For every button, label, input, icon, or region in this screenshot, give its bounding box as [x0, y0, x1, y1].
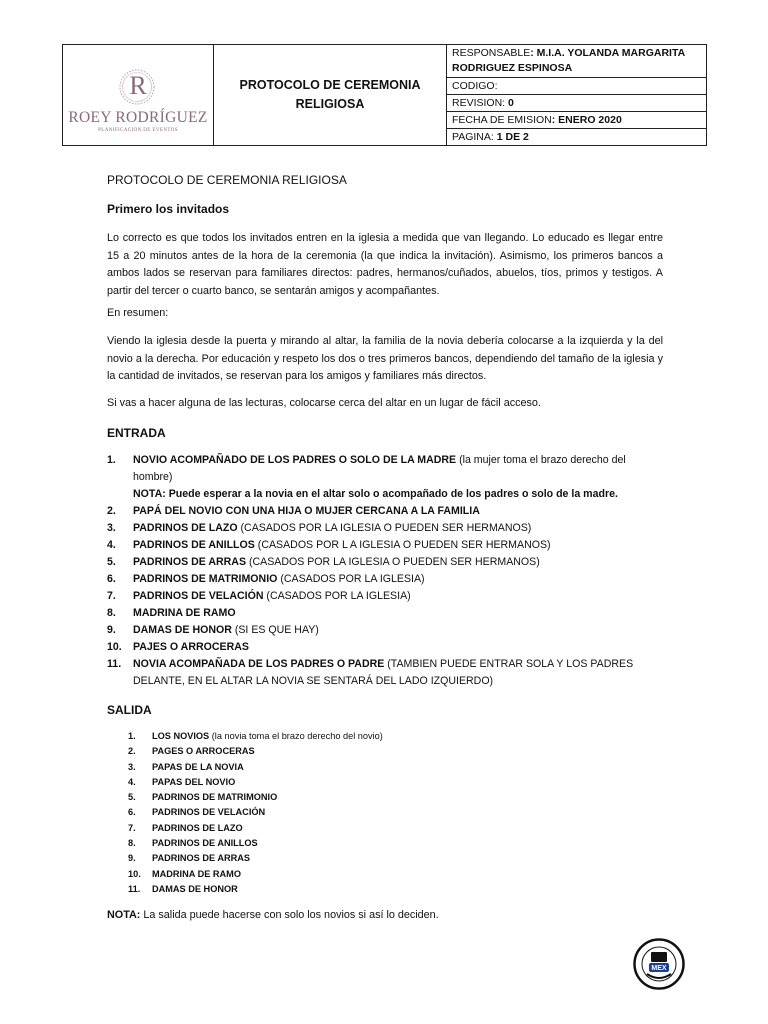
- list-item: [107, 588, 667, 605]
- section-entrada-title: ENTRADA: [107, 426, 166, 440]
- company-logo: [63, 45, 213, 145]
- salida-list: [128, 729, 648, 897]
- list-item-number: 11.: [107, 658, 122, 670]
- salida-note: NOTA: La salida puede hacerse con solo los novios si así lo deciden.: [107, 909, 439, 921]
- list-item-number: 4.: [107, 539, 116, 551]
- list-item-detail: (CASADOS POR LA IGLESIA O PUEDEN SER HERMANOS): [246, 556, 540, 568]
- list-item-number: 8.: [128, 838, 136, 849]
- list-item-detail: (la mujer toma el brazo derecho del hombre): [133, 454, 626, 483]
- list-item-title: PAPÁ DEL NOVIO CON UNA HIJA O MUJER CERCANA A LA FAMILIA: [133, 505, 480, 517]
- list-item-title: PAPAS DEL NOVIO: [152, 776, 236, 787]
- list-item-title: MADRINA DE RAMO: [152, 868, 241, 879]
- list-item-title: NOVIO ACOMPAÑADO DE LOS PADRES O SOLO DE LA MADRE: [133, 454, 457, 466]
- list-item-detail: (CASADOS POR L A IGLESIA O PUEDEN SER HERMANOS): [254, 539, 551, 551]
- list-item: [128, 790, 648, 805]
- list-item: [128, 760, 648, 775]
- entrada-list: [107, 452, 667, 690]
- list-item: [107, 656, 667, 690]
- list-item-number: 4.: [128, 776, 136, 787]
- list-item: [128, 744, 648, 759]
- list-item-title: PADRINOS DE LAZO: [133, 522, 238, 534]
- list-item: [128, 882, 648, 897]
- list-item: [107, 520, 667, 537]
- list-item: [128, 867, 648, 882]
- document-header: [62, 44, 707, 146]
- header-title: PROTOCOLO DE CEREMONIA RELIGIOSA: [214, 45, 447, 146]
- list-item-number: 1.: [107, 454, 116, 466]
- list-item-title: PADRINOS DE MATRIMONIO: [133, 573, 278, 585]
- logo-cell: [63, 45, 214, 146]
- list-item: [107, 571, 667, 588]
- list-item-title: PAGES O ARROCERAS: [152, 746, 255, 757]
- list-item: [107, 452, 667, 486]
- paragraph-resumen: En resumen:: [107, 307, 169, 319]
- list-item: [107, 537, 667, 554]
- list-item-title: NOVIA ACOMPAÑADA DE LOS PADRES O PADRE: [133, 658, 385, 670]
- logo-initial: R: [129, 71, 147, 100]
- list-item: [128, 836, 648, 851]
- list-item-number: 3.: [107, 522, 116, 534]
- list-item-number: 10.: [128, 868, 141, 879]
- list-item-number: 8.: [107, 607, 116, 619]
- list-item-title: PADRINOS DE VELACIÓN: [133, 590, 264, 602]
- paragraph-lecturas: Si vas a hacer alguna de las lecturas, colocarse cerca del altar en un lugar de fácil acceso.: [107, 397, 541, 409]
- list-item-title: DAMAS DE HONOR: [152, 883, 238, 894]
- list-item-number: 5.: [128, 792, 136, 803]
- list-item-title: PADRINOS DE ANILLOS: [152, 838, 258, 849]
- list-item: [128, 851, 648, 866]
- list-item: [128, 821, 648, 836]
- list-item-title: PAPAS DE LA NOVIA: [152, 761, 244, 772]
- list-item-title: PADRINOS DE ARRAS: [152, 853, 251, 864]
- list-item-number: 1.: [128, 731, 136, 741]
- list-item-number: 7.: [107, 590, 116, 602]
- list-item-title: PADRINOS DE LAZO: [152, 822, 243, 833]
- list-item-detail: (TAMBIEN PUEDE ENTRAR SOLA Y LOS PADRES DELANTE, EN EL ALTAR LA NOVIA SE SENTARÁ DEL LADO IZQUIERDO): [133, 658, 634, 687]
- list-item-title: PAJES O ARROCERAS: [133, 641, 249, 653]
- list-item: [128, 729, 648, 744]
- list-item-number: 2.: [107, 505, 116, 517]
- logo-name: ROEY RODRÍGUEZ: [68, 109, 208, 126]
- main-title: PROTOCOLO DE CEREMONIA RELIGIOSA: [107, 173, 347, 187]
- list-item-detail: (SI ES QUE HAY): [231, 624, 319, 636]
- seal-text: MEX: [651, 965, 667, 972]
- list-item-number: 2.: [128, 746, 136, 757]
- list-item-number: 10.: [107, 641, 122, 653]
- list-item-number: 6.: [107, 573, 116, 585]
- list-item-detail: (CASADOS POR LA IGLESIA): [263, 590, 411, 602]
- list-item-title: MADRINA DE RAMO: [133, 607, 236, 619]
- pagina-field: PAGINA: 1 DE 2: [447, 129, 707, 146]
- responsable-field: RESPONSABLE: M.I.A. YOLANDA MARGARITA RODRIGUEZ ESPINOSA: [447, 45, 707, 78]
- list-item: [128, 805, 648, 820]
- list-item-number: 7.: [128, 822, 136, 833]
- list-item-number: 6.: [128, 807, 136, 818]
- list-item-number: 5.: [107, 556, 116, 568]
- list-item: [107, 639, 667, 656]
- fecha-field: FECHA DE EMISION: ENERO 2020: [447, 112, 707, 129]
- list-item-detail: (la novia toma el brazo derecho del novio): [209, 731, 383, 741]
- list-item-number: 9.: [128, 853, 136, 864]
- list-item-number: 3.: [128, 761, 136, 772]
- paragraph-invitados: Lo correcto es que todos los invitados entren en la iglesia a medida que van llegando. Lo educado es llegar entre 15 a 20 minutos antes de la hora de la ceremonia (la que indica la invitación). Asimismo, los primeros bancos a ambos lados se reservan para familiares directos: padres, hermanos/cuñados, abuelos, tíos, primos y testigos. A partir del tercer o cuarto banco, se sentarán amigos y acompañantes.: [107, 232, 663, 297]
- list-item: [107, 554, 667, 571]
- list-item: [128, 775, 648, 790]
- codigo-field: CODIGO:: [447, 78, 707, 95]
- section-salida-title: SALIDA: [107, 703, 152, 717]
- list-item: [107, 605, 667, 622]
- section-invitados-title: Primero los invitados: [107, 202, 230, 216]
- entrada-note: NOTA: Puede esperar a la novia en el altar solo o acompañado de los padres o solo de la madre.: [133, 488, 618, 500]
- list-item-number: 9.: [107, 624, 116, 636]
- list-item-title: PADRINOS DE ANILLOS: [133, 539, 255, 551]
- list-item-title: LOS NOVIOS: [152, 731, 210, 741]
- certification-seal-icon: [633, 938, 685, 990]
- list-item-number: 11.: [128, 883, 141, 894]
- revision-field: REVISION: 0: [447, 95, 707, 112]
- list-item-title: DAMAS DE HONOR: [133, 624, 232, 636]
- list-item-title: PADRINOS DE MATRIMONIO: [152, 792, 278, 803]
- paragraph-ubicacion: Viendo la iglesia desde la puerta y mirando al altar, la familia de la novia debería colocarse a la izquierda y la del novio a la derecha. Por educación y respeto los dos o tres primeros bancos, dependiendo del tamaño de la iglesia y la cantidad de invitados, se reservan para los amigos y familiares más directos.: [107, 335, 663, 382]
- list-item-title: PADRINOS DE ARRAS: [133, 556, 247, 568]
- list-item-detail: (CASADOS POR LA IGLESIA): [277, 573, 425, 585]
- list-item: [107, 503, 667, 520]
- list-item-detail: (CASADOS POR LA IGLESIA O PUEDEN SER HERMANOS): [237, 522, 532, 534]
- list-item: [107, 622, 667, 639]
- list-item-title: PADRINOS DE VELACIÓN: [152, 807, 266, 818]
- logo-tagline: PLANIFICACION DE EVENTOS: [98, 128, 178, 133]
